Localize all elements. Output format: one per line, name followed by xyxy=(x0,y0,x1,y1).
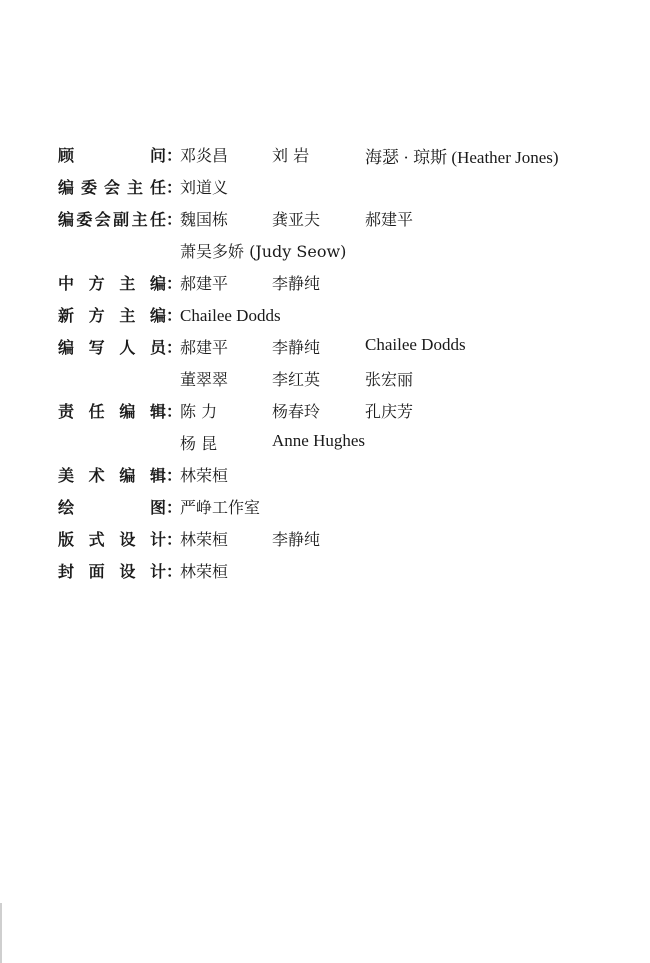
role-char: 编 xyxy=(149,306,166,325)
credit-row xyxy=(58,335,618,367)
role-char: 主 xyxy=(131,210,148,229)
credit-row xyxy=(58,495,618,527)
colon: ： xyxy=(166,146,183,165)
credit-row xyxy=(58,271,618,303)
role-char: 计 xyxy=(149,562,166,581)
names xyxy=(180,207,413,230)
role-char: 面 xyxy=(88,562,105,581)
role-char: 中 xyxy=(58,274,75,293)
credit-row-continued xyxy=(58,431,618,463)
person-name: 严峥工作室 xyxy=(180,498,261,517)
colon: ： xyxy=(166,562,183,581)
role-char: 辑 xyxy=(149,466,166,485)
person-name: 郝建平 xyxy=(180,274,229,293)
names xyxy=(180,431,365,454)
person-name: 孔庆芳 xyxy=(365,402,414,421)
person-name: 杨 昆 xyxy=(180,434,218,453)
person-name: 萧吴多娇 (Judy Seow) xyxy=(180,242,347,261)
person-name: 林荣桓 xyxy=(180,530,229,549)
names xyxy=(180,495,260,518)
role-char: 版 xyxy=(58,530,75,549)
person-name: 魏国栋 xyxy=(180,210,229,229)
role-char: 美 xyxy=(58,466,75,485)
names xyxy=(180,239,346,262)
role-char: 编 xyxy=(58,210,75,229)
person-name: 杨春玲 xyxy=(272,402,321,421)
person-name: 刘 岩 xyxy=(272,146,310,165)
role-char: 编 xyxy=(149,274,166,293)
names xyxy=(180,463,272,486)
role-label xyxy=(58,527,166,550)
role-char: 问 xyxy=(149,146,166,165)
person-name: 董翠翠 xyxy=(180,370,229,389)
names xyxy=(180,143,559,168)
person-name: 林荣桓 xyxy=(180,466,229,485)
role-char: 方 xyxy=(88,306,105,325)
names xyxy=(180,527,365,550)
role-char: 任 xyxy=(149,178,166,197)
role-char: 编 xyxy=(58,178,75,197)
scan-edge-shadow xyxy=(0,903,2,963)
role-char: 任 xyxy=(149,210,166,229)
role-char: 任 xyxy=(88,402,105,421)
credits-list xyxy=(58,143,618,591)
role-char: 员 xyxy=(149,338,166,357)
person-name: Anne Hughes xyxy=(272,431,366,450)
names xyxy=(180,271,365,294)
role-char: 新 xyxy=(58,306,75,325)
role-char: 编 xyxy=(58,338,75,357)
role-char: 编 xyxy=(119,466,136,485)
credit-row-continued xyxy=(58,367,618,399)
credit-row xyxy=(58,175,618,207)
person-name: 刘道义 xyxy=(180,178,229,197)
role-label xyxy=(58,175,166,198)
role-label xyxy=(58,495,166,518)
role-char: 主 xyxy=(119,274,136,293)
colon: ： xyxy=(166,530,183,549)
role-char: 会 xyxy=(103,178,120,197)
credit-row-continued xyxy=(58,239,618,271)
role-label xyxy=(58,207,166,230)
person-name: 龚亚夫 xyxy=(272,210,321,229)
person-name: 海瑟 · 琼斯 (Heather Jones) xyxy=(365,148,559,167)
colon: ： xyxy=(166,178,183,197)
role-char: 顾 xyxy=(58,146,75,165)
colon: ： xyxy=(166,466,183,485)
credit-row xyxy=(58,399,618,431)
role-char: 人 xyxy=(119,338,136,357)
role-char: 计 xyxy=(149,530,166,549)
names xyxy=(180,306,281,326)
role-char: 责 xyxy=(58,402,75,421)
colon: ： xyxy=(166,338,183,357)
role-label xyxy=(58,143,166,166)
names xyxy=(180,367,413,390)
role-char: 设 xyxy=(119,530,136,549)
colon: ： xyxy=(166,210,183,229)
role-char: 主 xyxy=(119,306,136,325)
credit-row xyxy=(58,527,618,559)
person-name: 林荣桓 xyxy=(180,562,229,581)
role-label xyxy=(58,399,166,422)
person-name: 郝建平 xyxy=(180,338,229,357)
credit-row xyxy=(58,463,618,495)
role-char: 图 xyxy=(149,498,166,517)
colon: ： xyxy=(166,306,183,325)
role-label xyxy=(58,271,166,294)
colon: ： xyxy=(166,274,183,293)
names xyxy=(180,175,272,198)
role-char: 委 xyxy=(76,210,93,229)
credit-row xyxy=(58,207,618,239)
person-name: 张宏丽 xyxy=(365,370,414,389)
names xyxy=(180,399,413,422)
person-name: Chailee Dodds xyxy=(180,306,281,325)
person-name: 陈 力 xyxy=(180,402,218,421)
role-char: 副 xyxy=(113,210,130,229)
role-char: 委 xyxy=(80,178,97,197)
role-label xyxy=(58,559,166,582)
person-name: 郝建平 xyxy=(365,210,414,229)
credit-row xyxy=(58,559,618,591)
colon: ： xyxy=(166,498,183,517)
person-name: 邓炎昌 xyxy=(180,146,229,165)
person-name: 李红英 xyxy=(272,370,321,389)
colon: ： xyxy=(166,402,183,421)
person-name: 李静纯 xyxy=(272,274,321,293)
role-label xyxy=(58,335,166,358)
role-char: 设 xyxy=(119,562,136,581)
role-char: 术 xyxy=(88,466,105,485)
role-label xyxy=(58,463,166,486)
credit-row xyxy=(58,143,618,175)
role-char: 主 xyxy=(126,178,143,197)
credit-row xyxy=(58,303,618,335)
role-char: 会 xyxy=(94,210,111,229)
role-char: 封 xyxy=(58,562,75,581)
role-char: 辑 xyxy=(149,402,166,421)
role-char: 绘 xyxy=(58,498,75,517)
role-char: 写 xyxy=(88,338,105,357)
person-name: 李静纯 xyxy=(272,338,321,357)
person-name: 李静纯 xyxy=(272,530,321,549)
role-char: 式 xyxy=(88,530,105,549)
person-name: Chailee Dodds xyxy=(365,335,466,354)
names xyxy=(180,559,272,582)
role-char: 编 xyxy=(119,402,136,421)
role-label xyxy=(58,303,166,326)
names xyxy=(180,335,466,358)
role-char: 方 xyxy=(88,274,105,293)
